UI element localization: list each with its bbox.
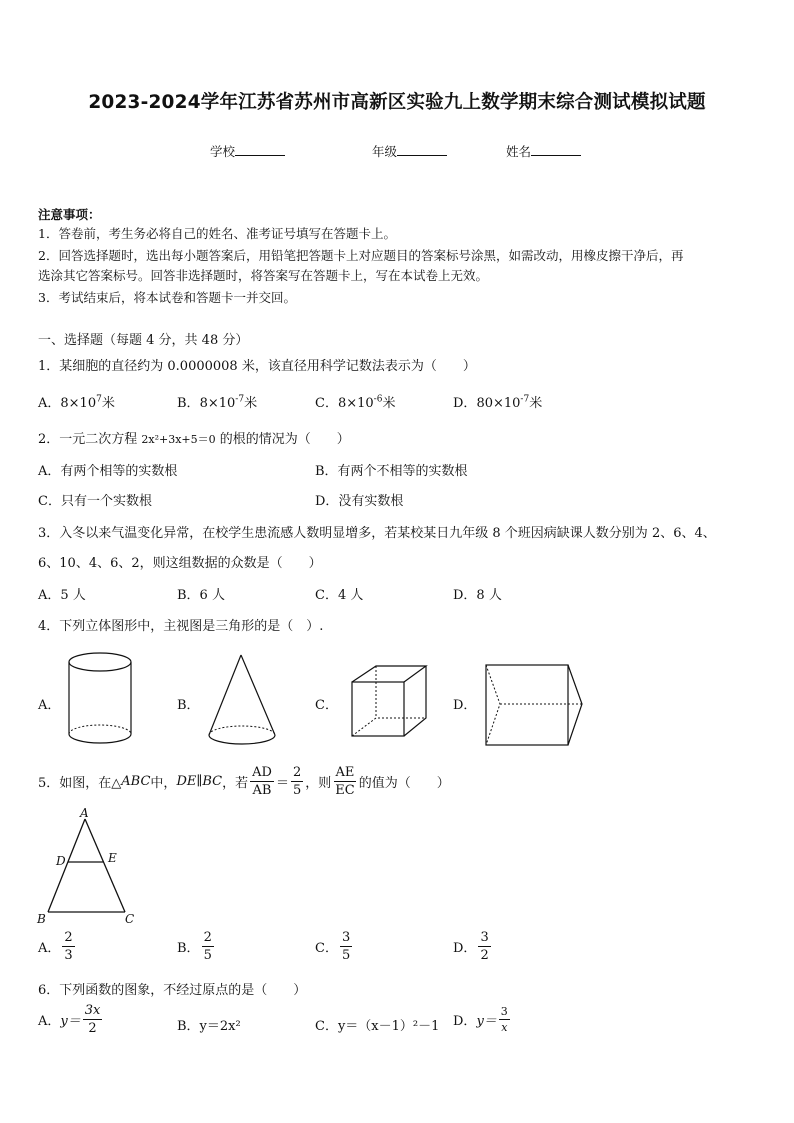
option-unit: 米: [244, 396, 258, 411]
denominator: x: [501, 1021, 508, 1034]
q4-option-d-label: D．: [453, 698, 477, 713]
school-field: [210, 142, 285, 160]
q6-option-b: B．y＝2x²: [177, 1019, 241, 1034]
question-1-stem: 1．某细胞的直径约为 0.0000008 米，该直径用科学记数法表示为（ ）: [38, 359, 476, 374]
question-6-stem: 6．下列函数的图象，不经过原点的是（ ）: [38, 983, 307, 998]
notice-item: 选涂其它答案标号。回答非选择题时，将答案写在答题卡上，写在本试卷上无效。: [38, 268, 489, 283]
option-fraction: [340, 931, 352, 962]
q2-option-b: B．有两个不相等的实数根: [315, 464, 468, 479]
option-fraction: [83, 1004, 103, 1035]
option-label: C．: [315, 396, 338, 411]
q5-option-d: [453, 931, 493, 962]
option-label: D．: [453, 941, 477, 956]
q6-option-c: C．y＝（x－1）²－1: [315, 1019, 440, 1034]
q5-option-b: [177, 931, 216, 962]
question-4-stem: 4．下列立体图形中，主视图是三角形的是（ ）.: [38, 619, 324, 634]
denominator: AB: [252, 783, 272, 798]
question-3-line1: 3．入冬以来气温变化异常，在校学生患流感人数明显增多，若某校某日九年级 8 个班因病缺课人数分别为 2、6、4、: [38, 526, 716, 541]
q1-option-d: [453, 392, 542, 411]
numerator: 3: [480, 930, 489, 945]
stem-prefix: 5．如图，在△: [38, 776, 122, 791]
q4-option-b-label: B．: [177, 698, 200, 713]
grade-blank: [397, 143, 447, 156]
stem-suffix: 的根的情况为（ ）: [215, 432, 350, 447]
school-label: 学校: [210, 144, 236, 159]
q1-option-c: [315, 392, 395, 411]
stem-tail: 的值为（ ）: [358, 776, 450, 791]
option-label: B．: [177, 941, 200, 956]
option-fraction: [478, 931, 490, 962]
question-3-line2: 6、10、4、6、2，则这组数据的众数是（ ）: [38, 556, 322, 571]
q2-option-a: A．有两个相等的实数根: [38, 464, 178, 479]
equals-sign: ＝: [275, 776, 289, 791]
q1-option-b: [177, 392, 257, 411]
cone-figure: [204, 652, 284, 752]
numerator: AE: [335, 765, 355, 780]
option-coef: 8×10: [199, 396, 236, 411]
q2-option-d: D．没有实数根: [315, 494, 404, 509]
fraction-2-5: [291, 766, 303, 797]
vertex-label-c: C: [125, 912, 135, 926]
denominator: 5: [292, 783, 302, 798]
vertex-label-a: A: [80, 806, 89, 820]
option-unit: 米: [529, 396, 543, 411]
vertex-label-b: B: [37, 912, 46, 926]
grade-label: 年级: [372, 144, 398, 159]
option-label: A．: [38, 1014, 61, 1029]
option-coef: 8×10: [60, 396, 97, 411]
numerator: 3: [341, 930, 351, 945]
question-5-stem: [38, 766, 450, 797]
page-title: 2023-2024学年江苏省苏州市高新区实验九上数学期末综合测试模拟试题: [88, 92, 706, 113]
notice-heading: 注意事项：: [38, 207, 101, 222]
denominator: EC: [335, 783, 355, 798]
grade-field: [372, 142, 447, 160]
q3-option-c: C．4 人: [315, 588, 364, 603]
q3-option-d: D．8 人: [453, 588, 502, 603]
question-2-stem: [38, 428, 350, 447]
option-fraction: [202, 931, 214, 962]
fraction-ae-ec: [333, 766, 356, 797]
option-label: B．: [177, 396, 200, 411]
option-label: D．: [453, 1014, 477, 1029]
denominator: 2: [88, 1021, 97, 1036]
option-label: C．: [315, 941, 338, 956]
equation: 2x²+3x+5＝0: [141, 433, 216, 446]
name-label: 姓名: [506, 144, 532, 159]
section-heading: 一、选择题（每题 4 分，共 48 分）: [38, 333, 249, 348]
q3-option-a: A．5 人: [38, 588, 86, 603]
numerator: 2: [64, 930, 73, 945]
q5-option-a: [38, 931, 77, 962]
option-fraction: [62, 931, 74, 962]
triangle-figure: [34, 806, 144, 930]
option-unit: 米: [382, 396, 396, 411]
denominator: 5: [341, 948, 351, 963]
prism-figure: [482, 662, 588, 748]
option-lhs: y＝: [476, 1014, 497, 1029]
notice-item: 3．考试结束后，将本试卷和答题卡一并交回。: [38, 290, 296, 305]
q2-option-c: C．只有一个实数根: [38, 494, 152, 509]
option-lhs: y＝: [60, 1014, 81, 1029]
numerator: 2: [203, 930, 212, 945]
q5-option-c: [315, 931, 354, 962]
stem-then: ，则: [305, 776, 332, 791]
numerator: AD: [252, 765, 272, 780]
numerator: 3: [500, 1005, 508, 1018]
vertex-label-e: E: [108, 851, 117, 865]
q1-option-a: [38, 392, 115, 411]
q3-option-b: B．6 人: [177, 588, 225, 603]
triangle-name: ABC: [121, 774, 151, 789]
name-field: [506, 142, 581, 160]
option-fraction: [499, 1006, 510, 1033]
option-label: A．: [38, 941, 61, 956]
q6-option-d: [453, 1006, 512, 1033]
notice-item: 1．答卷前，考生务必将自己的姓名、准考证号填写在答题卡上。: [38, 226, 396, 241]
denominator: 5: [203, 948, 212, 963]
option-unit: 米: [101, 396, 115, 411]
option-exp: -6: [373, 394, 383, 405]
vertex-label-d: D: [56, 854, 66, 868]
stem-prefix: 2．一元二次方程: [38, 432, 142, 447]
stem-mid: 中，: [150, 776, 177, 791]
option-label: D．: [453, 396, 477, 411]
option-exp: 7: [96, 394, 102, 405]
cube-figure: [346, 662, 432, 742]
option-coef: 8×10: [337, 396, 374, 411]
fraction-ad-ab: [250, 766, 274, 797]
parallel-condition: DE∥BC: [176, 774, 223, 789]
school-blank: [235, 143, 285, 156]
option-exp: -7: [520, 394, 530, 405]
denominator: 3: [64, 948, 73, 963]
q4-option-c-label: C．: [315, 698, 338, 713]
cylinder-figure: [62, 648, 140, 752]
numerator: 3x: [84, 1003, 101, 1018]
numerator: 2: [292, 765, 302, 780]
denominator: 2: [480, 948, 489, 963]
q4-option-a-label: A．: [38, 698, 61, 713]
stem-if: ，若: [222, 776, 249, 791]
name-blank: [531, 143, 581, 156]
option-exp: -7: [235, 394, 245, 405]
option-coef: 80×10: [476, 396, 521, 411]
option-label: A．: [38, 396, 61, 411]
q6-option-a: [38, 1004, 104, 1035]
notice-item: 2．回答选择题时，选出每小题答案后，用铅笔把答题卡上对应题目的答案标号涂黑，如需改动，用橡皮擦干净后，再: [38, 248, 684, 263]
